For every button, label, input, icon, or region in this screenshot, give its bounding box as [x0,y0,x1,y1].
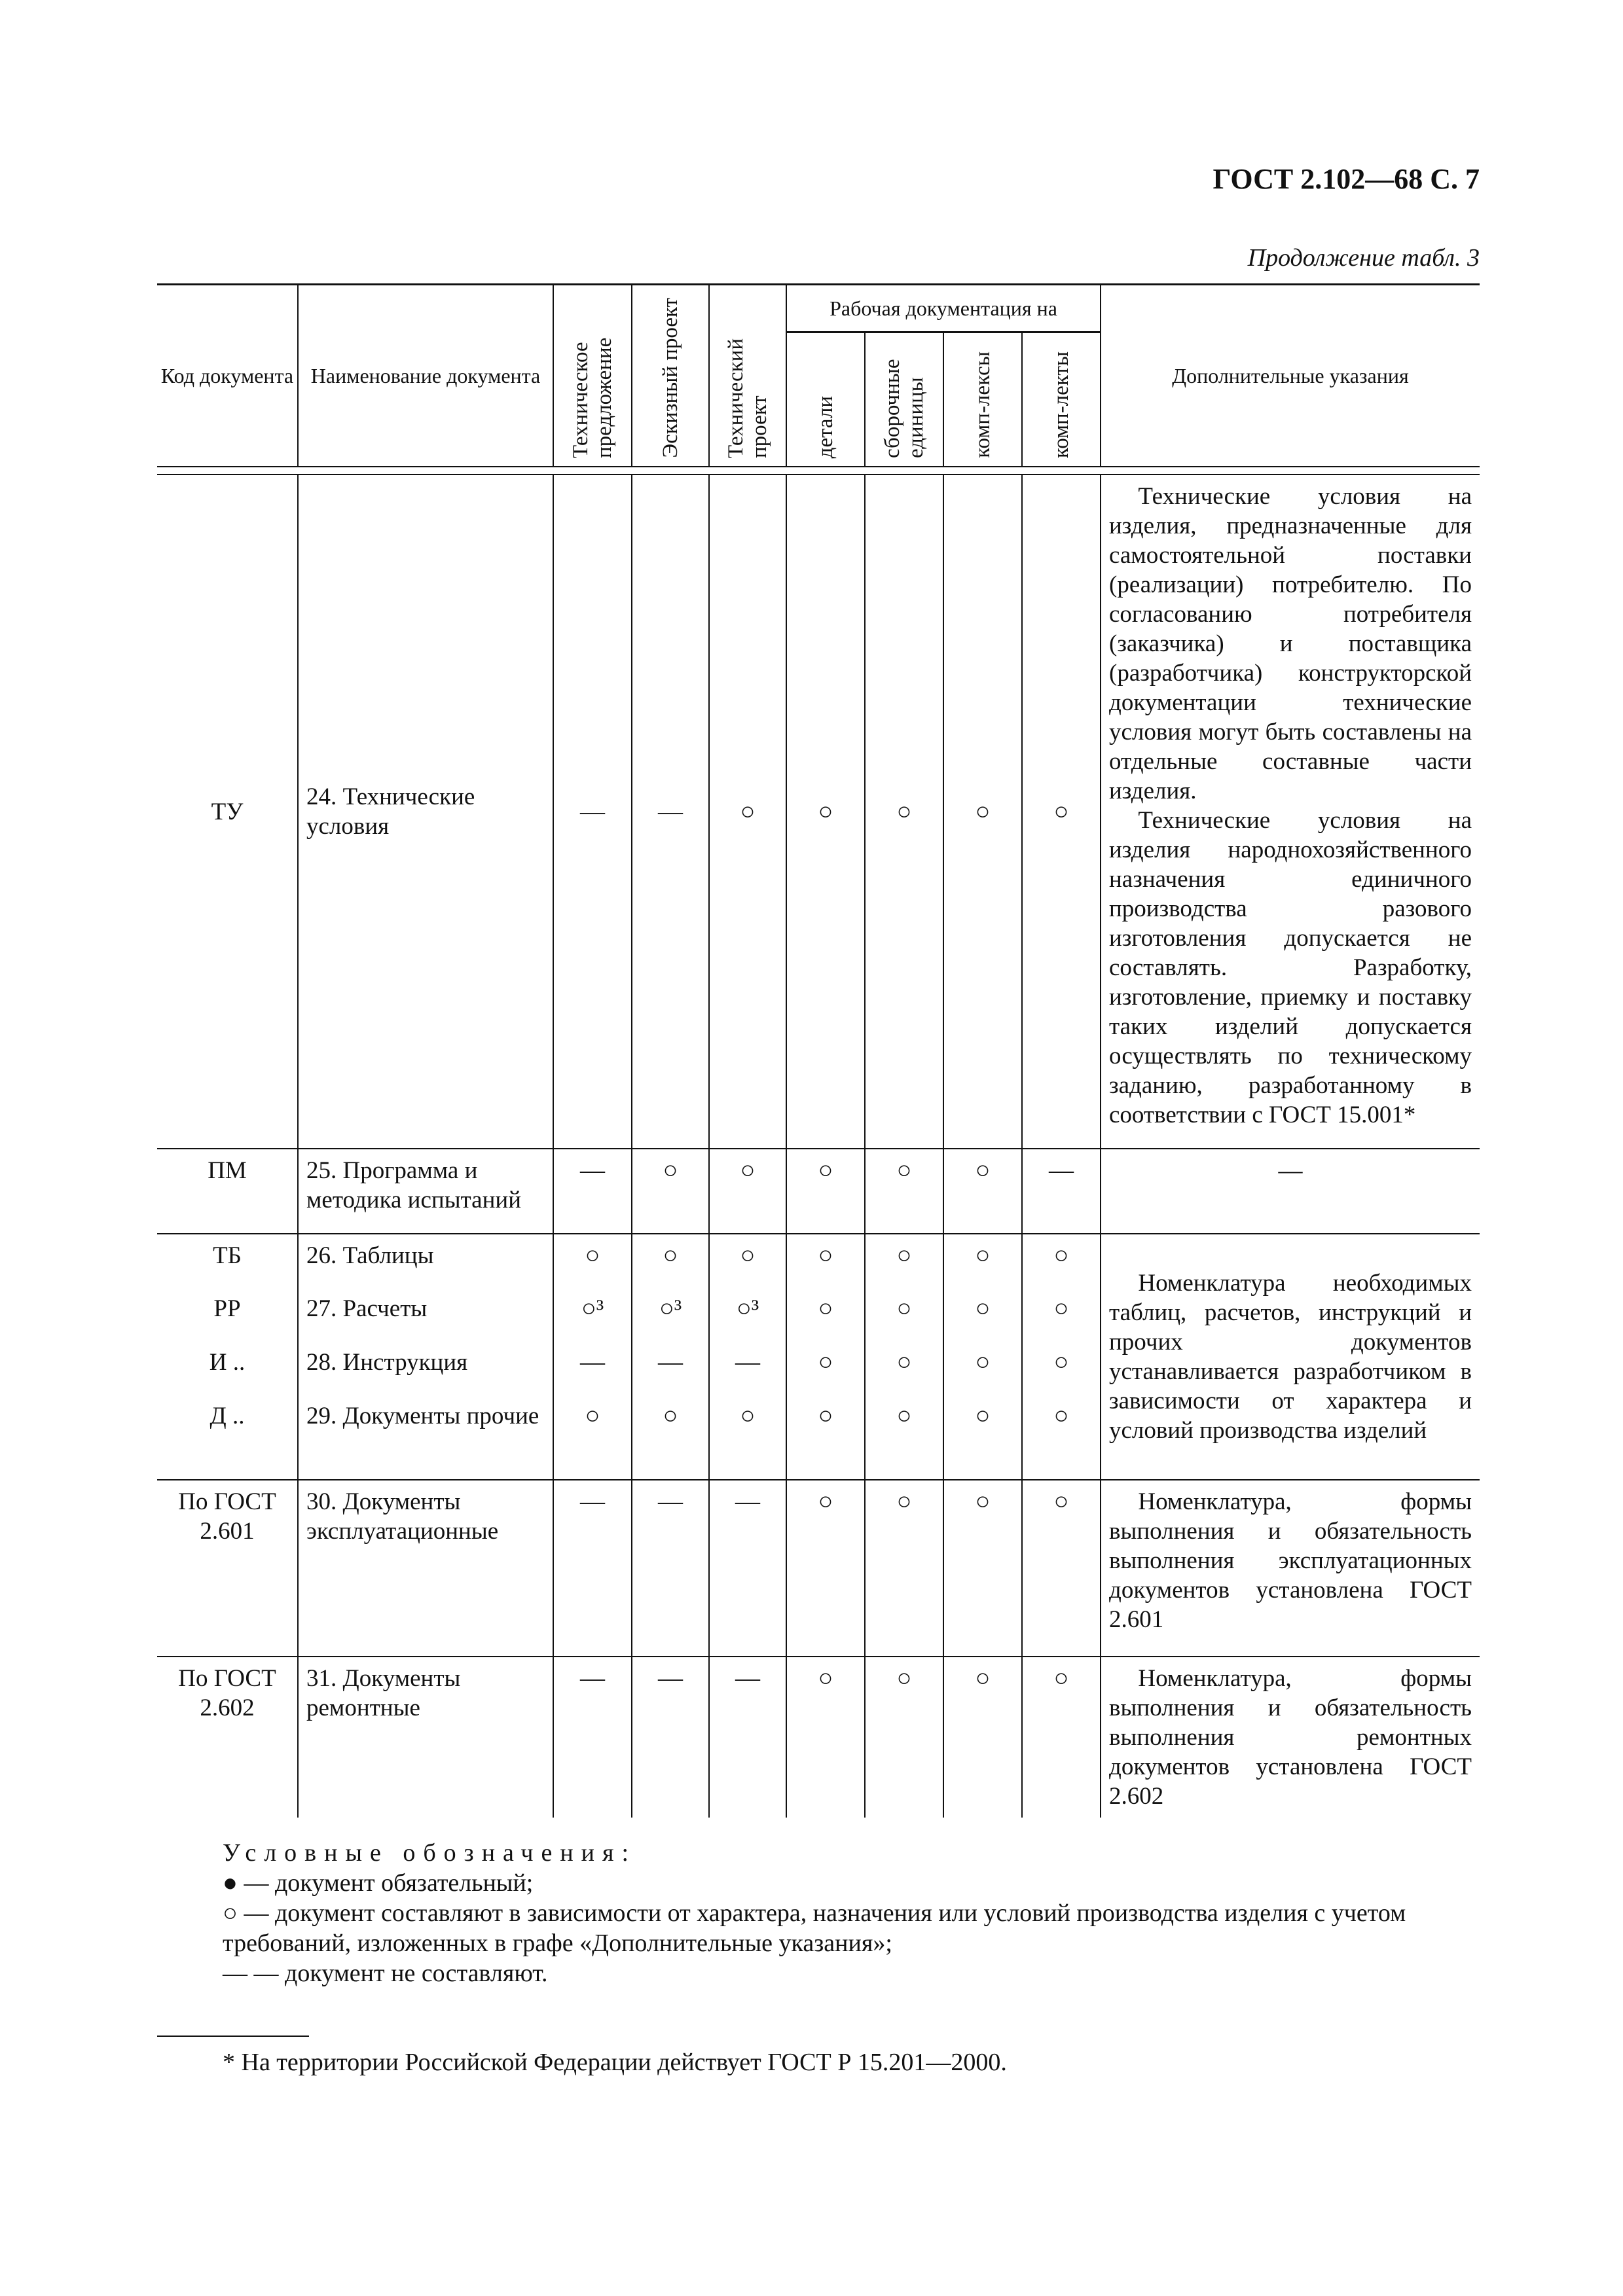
header-working-docs: Рабочая документация на [786,285,1101,332]
mark-cell: ○ [943,1341,1022,1395]
mark-cell: — [632,1341,709,1395]
mark-cell: ○ [786,1149,865,1234]
mark-cell: ○ [1022,1395,1101,1480]
table-row [157,1657,1480,1818]
doc-code: ТБ [157,1234,298,1287]
note-paragraph: Номенклатура, формы выполнения и обязательность выполнения эксплуатационных документов установлена ГОСТ 2.601 [1109,1488,1472,1633]
doc-name: 31. Документы ремонтные [298,1657,553,1818]
mark-cell: ○ [1022,1287,1101,1341]
note-paragraph: Номенклатура, формы выполнения и обязательность выполнения ремонтных документов установлена ГОСТ 2.602 [1109,1665,1472,1810]
mark-cell: ○ [865,1480,943,1657]
doc-code: По ГОСТ 2.601 [157,1480,298,1657]
mark-cell: — [632,1480,709,1657]
table-row [157,1234,1480,1287]
mark-cell: ○³ [553,1287,632,1341]
mark-cell: ○ [709,1234,786,1287]
table-row [157,1480,1480,1657]
mark-cell: ○ [865,1149,943,1234]
mark-cell: ○ [1022,475,1101,1149]
mark-cell: ○ [632,1234,709,1287]
header-parts: детали [786,332,865,467]
mark-cell: ○ [943,1234,1022,1287]
mark-cell: ○ [553,1395,632,1480]
mark-cell: ○ [1022,1341,1101,1395]
doc-notes [1101,1480,1480,1657]
legend [157,1838,1480,1988]
doc-name: 28. Инструкция [298,1341,553,1395]
doc-notes: — [1101,1149,1480,1234]
mark-cell: ○³ [709,1287,786,1341]
mark-cell: — [709,1657,786,1818]
header-tech-proposal: Техническое предложение [553,285,632,467]
header-kits: комп-лекты [1022,332,1101,467]
header-assembly-units: сборочные единицы [865,332,943,467]
mark-cell: — [632,1657,709,1818]
mark-cell: ○ [709,475,786,1149]
doc-name: 29. Документы прочие [298,1395,553,1480]
mark-cell: ○ [786,1234,865,1287]
doc-code: Д .. [157,1395,298,1480]
note-paragraph: Технические условия на изделия, предназначенные для самостоятельной поставки (реализации) потребителю. По согласованию потребителя (заказчика) и поставщика (разработчика) конструкторской документации технические условия могут быть составлены на отдельные составные части изделия. [1109,483,1472,804]
mark-cell: ○ [709,1395,786,1480]
mark-cell: ○³ [632,1287,709,1341]
group-notes [1101,1234,1480,1480]
mark-cell: ○ [632,1149,709,1234]
mark-cell: ○ [943,475,1022,1149]
mark-cell: ○ [943,1149,1022,1234]
mark-cell: ○ [1022,1480,1101,1657]
mark-cell: ○ [632,1395,709,1480]
mark-cell: — [553,1341,632,1395]
legend-absent: — — документ не составляют. [223,1960,548,1987]
legend-title: Условные обозначения: [223,1839,637,1867]
mark-cell: ○ [865,1287,943,1341]
header-complexes: комп-лексы [943,332,1022,467]
doc-code: РР [157,1287,298,1341]
mark-cell: — [709,1341,786,1395]
doc-code: По ГОСТ 2.602 [157,1657,298,1818]
mark-cell: — [709,1480,786,1657]
mark-cell: ○ [865,1341,943,1395]
mark-cell: ○ [943,1480,1022,1657]
note-paragraph: Технические условия на изделия народнохозяйственного назначения единичного производства разового изготовления допускается не составлять. Разработку, изготовление, приемку и поставку таких изделий допускается осуществлять по техническому заданию, разработанному в соответствии с ГОСТ 15.001* [1109,807,1472,1128]
page-header: ГОСТ 2.102—68 С. 7 [1213,163,1480,195]
doc-name: 24. Технические условия [298,475,553,1149]
mark-cell: ○ [943,1657,1022,1818]
header-draft-project: Эскизный проект [632,285,709,467]
note-paragraph: Номенклатура необходимых таблиц, расчетов, инструкций и прочих документов устанавливается разработчиком в зависимости от характера и условий производства изделий [1109,1270,1472,1444]
mark-cell: — [553,1149,632,1234]
mark-cell: ○ [943,1287,1022,1341]
doc-code: ТУ [157,475,298,1149]
header-code: Код документа [157,285,298,467]
mark-cell: ○ [786,475,865,1149]
doc-notes [1101,475,1480,1149]
mark-cell: — [1022,1149,1101,1234]
mark-cell: ○ [786,1480,865,1657]
documents-table [157,283,1480,1818]
mark-cell: ○ [786,1287,865,1341]
mark-cell: — [553,1657,632,1818]
mark-cell: — [553,475,632,1149]
header-notes: Дополнительные указания [1101,285,1480,467]
legend-mandatory: ● — документ обязательный; [223,1869,534,1897]
mark-cell: ○ [1022,1657,1101,1818]
doc-name: 30. Документы эксплуатационные [298,1480,553,1657]
table-continuation-label: Продолжение табл. 3 [1247,244,1480,272]
mark-cell: — [632,475,709,1149]
mark-cell: ○ [786,1341,865,1395]
mark-cell: — [553,1480,632,1657]
mark-cell: ○ [865,475,943,1149]
doc-name: 25. Программа и методика испытаний [298,1149,553,1234]
header-name: Наименование документа [298,285,553,467]
mark-cell: ○ [1022,1234,1101,1287]
doc-name: 27. Расчеты [298,1287,553,1341]
mark-cell: ○ [865,1657,943,1818]
mark-cell: ○ [943,1395,1022,1480]
table-row [157,475,1480,1149]
doc-code: ПМ [157,1149,298,1234]
footnote: * На территории Российской Федерации действует ГОСТ Р 15.201—2000. [223,2049,1007,2076]
mark-cell: ○ [786,1657,865,1818]
table-row [157,1149,1480,1234]
doc-name: 26. Таблицы [298,1234,553,1287]
legend-conditional: ○ — документ составляют в зависимости от характера, назначения или условий производства изделия с учетом требований, изложенных в графе «Дополнительные указания»; [223,1899,1406,1957]
mark-cell: ○ [865,1395,943,1480]
header-tech-project: Технический проект [709,285,786,467]
doc-code: И .. [157,1341,298,1395]
mark-cell: ○ [553,1234,632,1287]
mark-cell: ○ [786,1395,865,1480]
mark-cell: ○ [709,1149,786,1234]
mark-cell: ○ [865,1234,943,1287]
footnote-divider [157,2036,309,2037]
doc-notes [1101,1657,1480,1818]
